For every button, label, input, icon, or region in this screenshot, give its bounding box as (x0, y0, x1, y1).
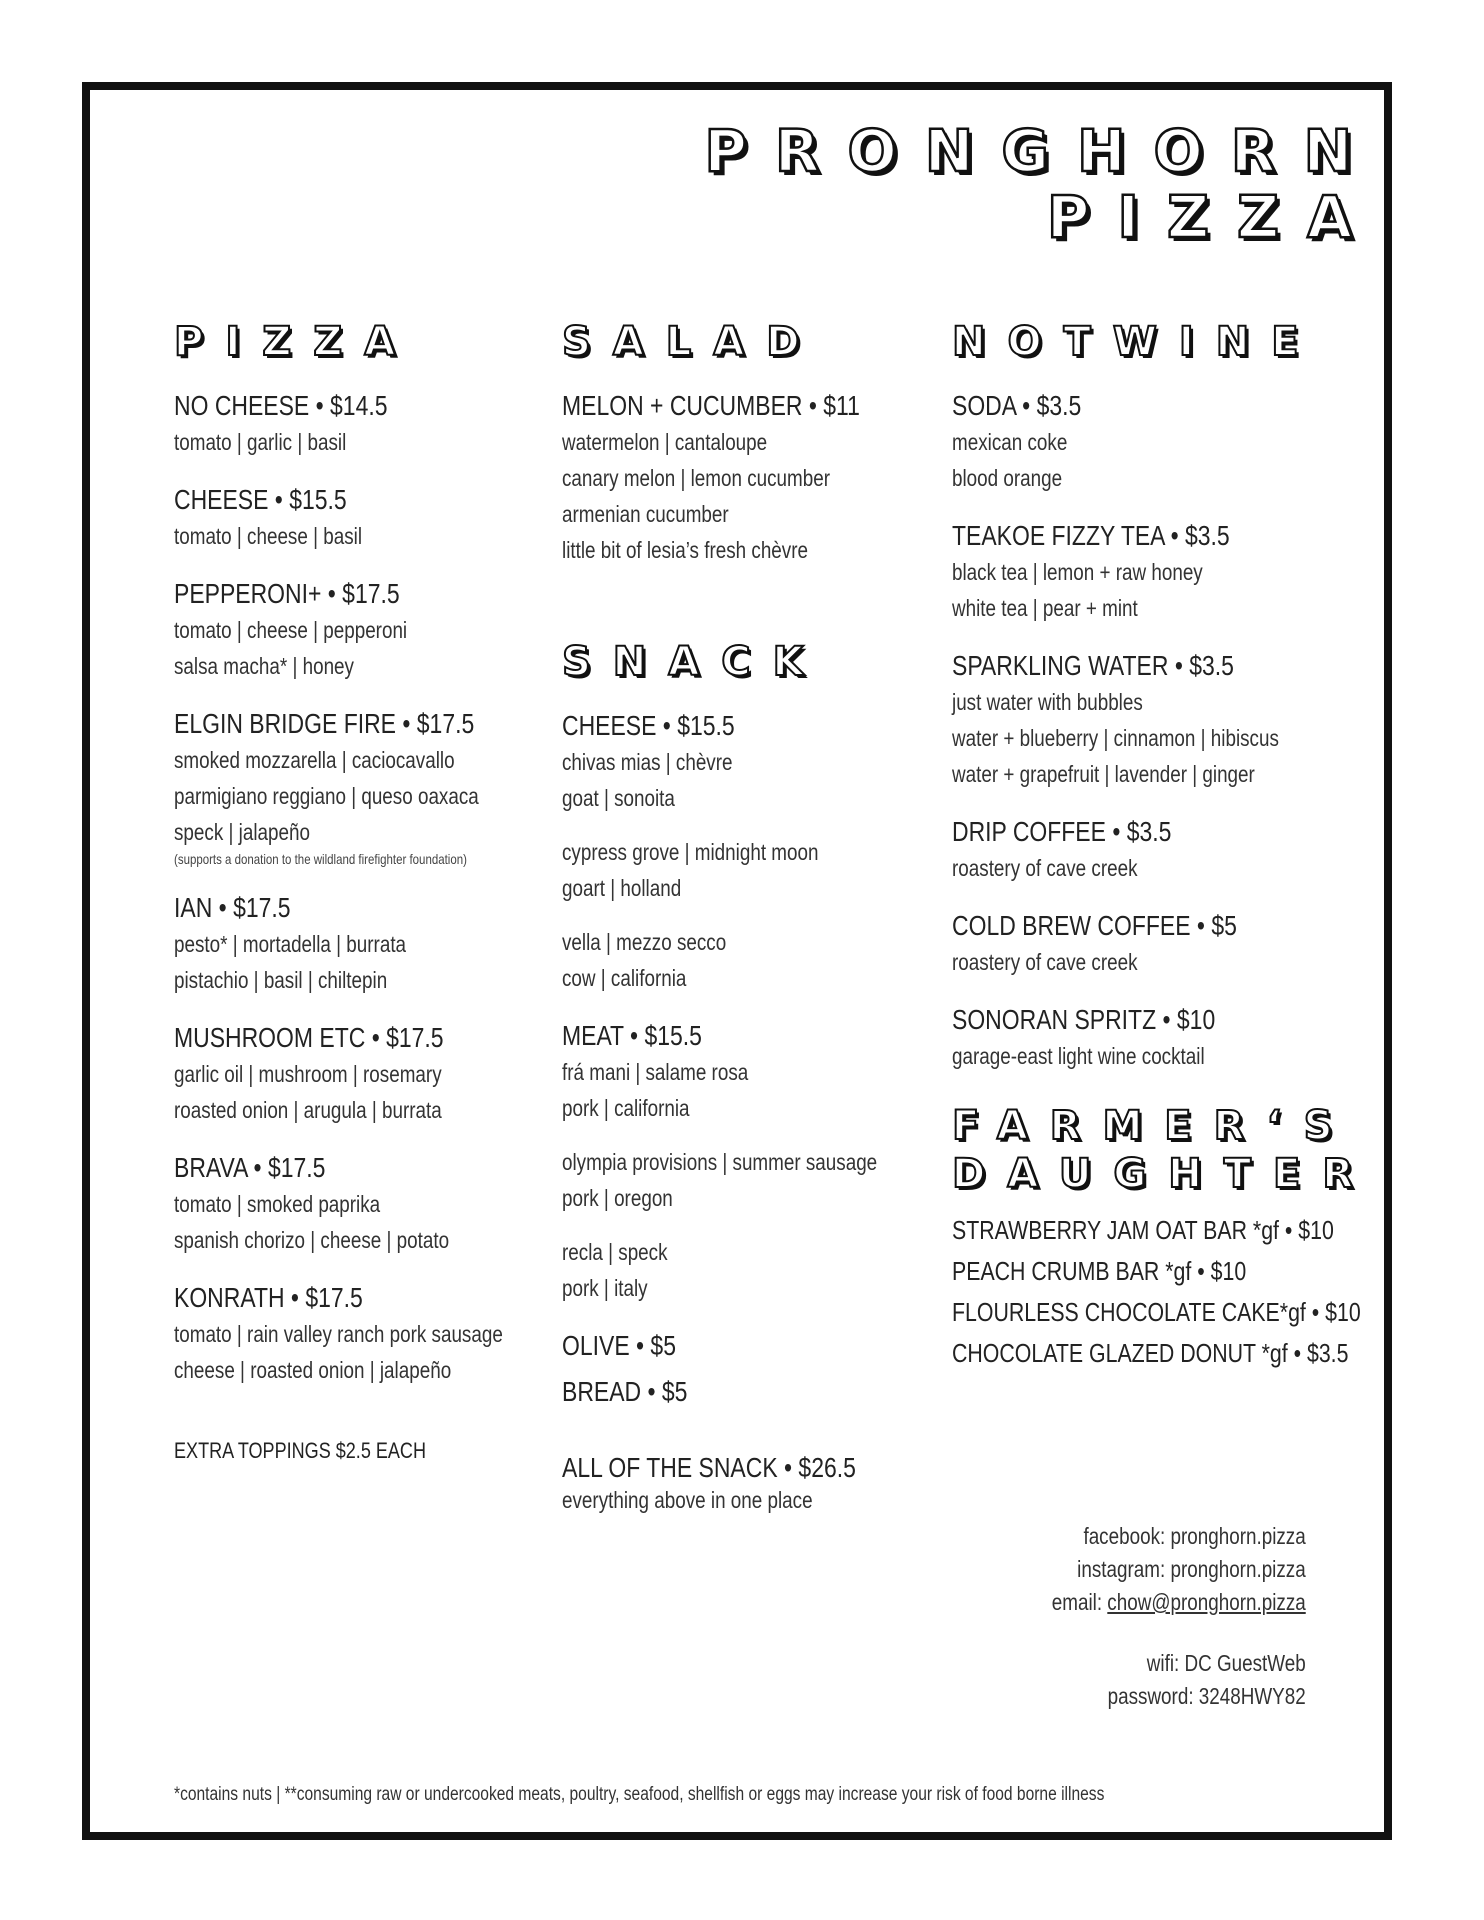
menu-line: everything above in one place (562, 1487, 813, 1513)
menu-item-name: TEAKOE FIZZY TEA • $3.5 (952, 520, 1230, 551)
menu-item-name: MELON + CUCUMBER • $11 (562, 390, 860, 421)
menu-item-description: roastery of cave creek (952, 855, 1138, 881)
menu-item-note: (supports a donation to the wildland firefighter foundation) (174, 851, 467, 867)
menu-item-description: garlic oil | mushroom | rosemary (174, 1061, 442, 1087)
menu-item-description: canary melon | lemon cucumber (562, 465, 831, 491)
menu-item (174, 576, 544, 684)
menu-item-name: MUSHROOM ETC • $17.5 (174, 1022, 444, 1053)
brand-logo (704, 117, 1380, 251)
dessert-list (952, 1210, 1361, 1374)
email-label: email: (1052, 1589, 1108, 1615)
snack-all-name: ALL OF THE SNACK • $26.5 (562, 1452, 856, 1483)
menu-item-name: COLD BREW COFFEE • $5 (952, 910, 1237, 941)
menu-item-description: parmigiano reggiano | queso oaxaca (174, 783, 479, 809)
dessert-item: FLOURLESS CHOCOLATE CAKE*gf • $10 (952, 1297, 1361, 1327)
menu-item (952, 908, 1332, 980)
pizza-heading: PIZZA (174, 319, 418, 365)
menu-item-description: blood orange (952, 465, 1063, 491)
menu-item (952, 648, 1332, 792)
menu-item (952, 1002, 1332, 1074)
menu-item-description: cheese | roasted onion | jalapeño (174, 1357, 452, 1383)
menu-item-description: white tea | pear + mint (952, 595, 1138, 621)
notwine-column (952, 318, 1376, 1374)
menu-line: vella | mezzo secco (562, 929, 727, 955)
email-link[interactable]: chow@pronghorn.pizza (1107, 1589, 1306, 1615)
menu-item (174, 388, 544, 460)
menu-item (174, 1020, 544, 1128)
dessert-heading-line-2: DAUGHTER (952, 1151, 1376, 1197)
instagram-handle[interactable]: instagram: pronghorn.pizza (1077, 1556, 1306, 1582)
menu-item-name: IAN • $17.5 (174, 892, 291, 923)
menu-line: pork | italy (562, 1275, 648, 1301)
snack-cheese (562, 708, 932, 996)
menu-item-description: tomato | garlic | basil (174, 429, 347, 455)
menu-item-description: tomato | cheese | pepperoni (174, 617, 408, 643)
menu-item-description: speck | jalapeño (174, 819, 310, 845)
menu-line: goart | holland (562, 875, 682, 901)
menu-item-description: roastery of cave creek (952, 949, 1138, 975)
menu-line: pork | oregon (562, 1185, 673, 1211)
wifi-password: password: 3248HWY82 (1107, 1683, 1306, 1709)
menu-line: recla | speck (562, 1239, 668, 1265)
menu-item (952, 388, 1332, 496)
snack-all (562, 1450, 932, 1514)
menu-item-name: NO CHEESE • $14.5 (174, 390, 388, 421)
pizza-column (174, 318, 544, 1466)
salad-snack-column (562, 318, 932, 1514)
menu-item-name: BRAVA • $17.5 (174, 1152, 326, 1183)
snack-meat-name: MEAT • $15.5 (562, 1020, 702, 1051)
menu-item-description: roasted onion | arugula | burrata (174, 1097, 442, 1123)
menu-item-name: PEPPERONI+ • $17.5 (174, 578, 400, 609)
menu-line: pork | california (562, 1095, 690, 1121)
wifi-name: wifi: DC GuestWeb (1147, 1650, 1306, 1676)
snack-meat (562, 1018, 932, 1306)
salad-list (562, 388, 932, 568)
menu-item-description: mexican coke (952, 429, 1068, 455)
email-line (1052, 1586, 1306, 1619)
notwine-list (952, 388, 1332, 1074)
menu-item-description: garage-east light wine cocktail (952, 1043, 1205, 1069)
snack-cheese-name: CHEESE • $15.5 (562, 710, 735, 741)
notwine-heading: NOTWINE (952, 319, 1321, 365)
snack-olive-bread (562, 1328, 932, 1410)
menu-line: cow | california (562, 965, 687, 991)
pizza-list (174, 388, 544, 1388)
menu-item (174, 1280, 544, 1388)
dessert-item: PEACH CRUMB BAR *gf • $10 (952, 1256, 1247, 1286)
menu-line: olympia provisions | summer sausage (562, 1149, 878, 1175)
menu-item (952, 518, 1332, 626)
menu-item-description: spanish chorizo | cheese | potato (174, 1227, 450, 1253)
menu-item (952, 814, 1332, 886)
menu-item (174, 482, 544, 554)
menu-line: chivas mias | chèvre (562, 749, 733, 775)
menu-item (174, 706, 544, 868)
menu-item-name: ELGIN BRIDGE FIRE • $17.5 (174, 708, 475, 739)
menu-item-description: water + grapefruit | lavender | ginger (952, 761, 1255, 787)
menu-item-name: DRIP COFFEE • $3.5 (952, 816, 1172, 847)
facebook-handle[interactable]: facebook: pronghorn.pizza (1083, 1523, 1306, 1549)
dessert-heading (952, 1102, 1376, 1198)
menu-item-description: little bit of lesia’s fresh chèvre (562, 537, 808, 563)
menu-item-description: water + blueberry | cinnamon | hibiscus (952, 725, 1279, 751)
dessert-item: STRAWBERRY JAM OAT BAR *gf • $10 (952, 1215, 1334, 1245)
menu-item-description: pesto* | mortadella | burrata (174, 931, 407, 957)
snack-heading: SNACK (562, 639, 826, 685)
dessert-heading-line-1: FARMER‘S (952, 1103, 1355, 1149)
extra-toppings: EXTRA TOPPINGS $2.5 EACH (174, 1438, 426, 1463)
menu-item-description: black tea | lemon + raw honey (952, 559, 1203, 585)
contact-info (996, 1520, 1306, 1713)
menu-item-description: tomato | rain valley ranch pork sausage (174, 1321, 503, 1347)
menu-item (562, 388, 932, 568)
menu-item-name: KONRATH • $17.5 (174, 1282, 363, 1313)
menu-item-description: salsa macha* | honey (174, 653, 354, 679)
menu-item-description: tomato | smoked paprika (174, 1191, 381, 1217)
menu-item-name: SONORAN SPRITZ • $10 (952, 1004, 1216, 1035)
menu-line: frá mani | salame rosa (562, 1059, 749, 1085)
menu-line: cypress grove | midnight moon (562, 839, 819, 865)
dessert-item: CHOCOLATE GLAZED DONUT *gf • $3.5 (952, 1338, 1349, 1368)
menu-item-description: armenian cucumber (562, 501, 729, 527)
menu-item-name: SPARKLING WATER • $3.5 (952, 650, 1234, 681)
snack-bread: BREAD • $5 (562, 1376, 688, 1407)
menu-item-description: watermelon | cantaloupe (562, 429, 768, 455)
menu-item-description: tomato | cheese | basil (174, 523, 363, 549)
footnote: *contains nuts | **consuming raw or undercooked meats, poultry, seafood, shellfish or eggs may increase your risk of food borne illness (174, 1784, 1105, 1805)
menu-item (174, 890, 544, 998)
menu-item-description: pistachio | basil | chiltepin (174, 967, 388, 993)
menu-line: goat | sonoita (562, 785, 675, 811)
snack-olive: OLIVE • $5 (562, 1330, 676, 1361)
menu-item-description: just water with bubbles (952, 689, 1143, 715)
brand-line-1: PRONGHORN (704, 117, 1380, 185)
menu-item-name: SODA • $3.5 (952, 390, 1082, 421)
menu-item-description: smoked mozzarella | caciocavallo (174, 747, 455, 773)
menu-item-name: CHEESE • $15.5 (174, 484, 347, 515)
brand-line-2: PIZZA (1046, 183, 1380, 251)
salad-heading: SALAD (562, 319, 822, 365)
menu-item (174, 1150, 544, 1258)
